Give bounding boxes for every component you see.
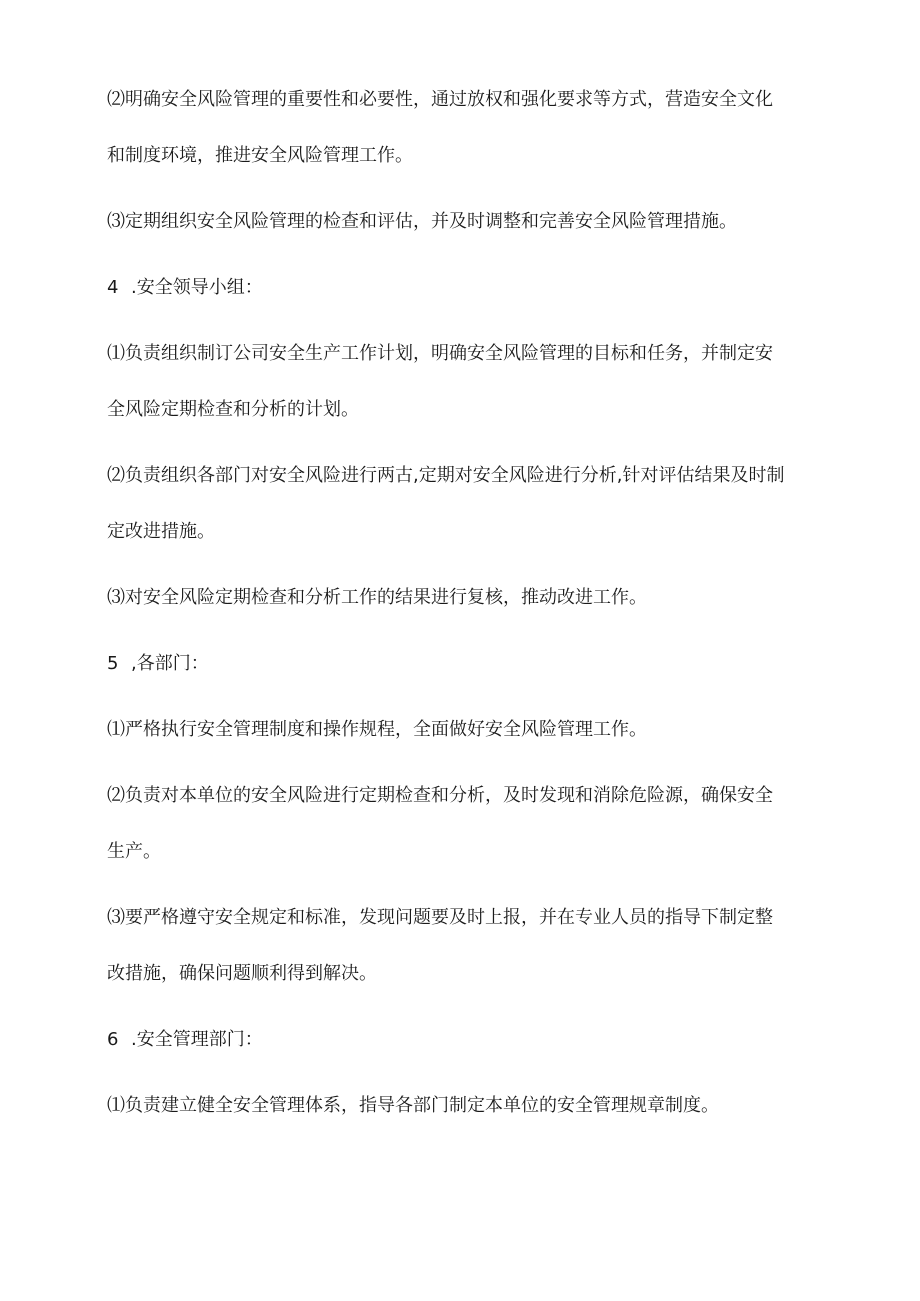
text-line: 改措施，确保问题顺利得到解决。	[107, 963, 377, 984]
text-line: 全风险定期检查和分析的计划。	[107, 399, 359, 420]
paragraph-2-2	[107, 82, 807, 194]
text-line: 生产。	[107, 841, 161, 862]
text-line: ⑶定期组织安全风险管理的检查和评估，并及时调整和完善安全风险管理措施。	[107, 211, 737, 232]
text-line: ⑴负责组织制订公司安全生产工作计划，明确安全风险管理的目标和任务，并制定安	[107, 343, 773, 364]
section-number: 4	[107, 277, 119, 298]
section-title: ,各部门：	[131, 653, 209, 674]
section-number: 6	[107, 1029, 119, 1050]
text-line: 和制度环境，推进安全风险管理工作。	[107, 145, 413, 166]
paragraph-4-3	[107, 580, 807, 636]
document-body	[107, 82, 807, 1154]
text-line: 定改进措施。	[107, 521, 215, 542]
text-line: ⑵明确安全风险管理的重要性和必要性，通过放权和强化要求等方式，营造安全文化	[107, 89, 773, 110]
paragraph-5-2	[107, 778, 807, 890]
section-number: 5	[107, 653, 119, 674]
paragraph-5-3	[107, 900, 807, 1012]
paragraph-4-1	[107, 336, 807, 448]
section-title: .安全领导小组：	[131, 277, 263, 298]
section-title: .安全管理部门：	[131, 1029, 263, 1050]
text-line: ⑶对安全风险定期检查和分析工作的结果进行复核，推动改进工作。	[107, 587, 647, 608]
text-line: ⑶要严格遵守安全规定和标准，发现问题要及时上报，并在专业人员的指导下制定整	[107, 907, 773, 928]
section-heading-4	[107, 270, 807, 326]
paragraph-5-1	[107, 712, 807, 768]
section-heading-6	[107, 1022, 807, 1078]
paragraph-4-2	[107, 458, 807, 570]
section-heading-5	[107, 646, 807, 702]
text-line: ⑴负责建立健全安全管理体系，指导各部门制定本单位的安全管理规章制度。	[107, 1095, 719, 1116]
text-line: ⑴严格执行安全管理制度和操作规程，全面做好安全风险管理工作。	[107, 719, 647, 740]
paragraph-6-1	[107, 1088, 807, 1144]
text-line: ⑵负责对本单位的安全风险进行定期检查和分析，及时发现和消除危险源，确保安全	[107, 785, 773, 806]
text-line: ⑵负责组织各部门对安全风险进行两古,定期对安全风险进行分析,针对评估结果及时制	[107, 465, 785, 486]
paragraph-2-3	[107, 204, 807, 260]
